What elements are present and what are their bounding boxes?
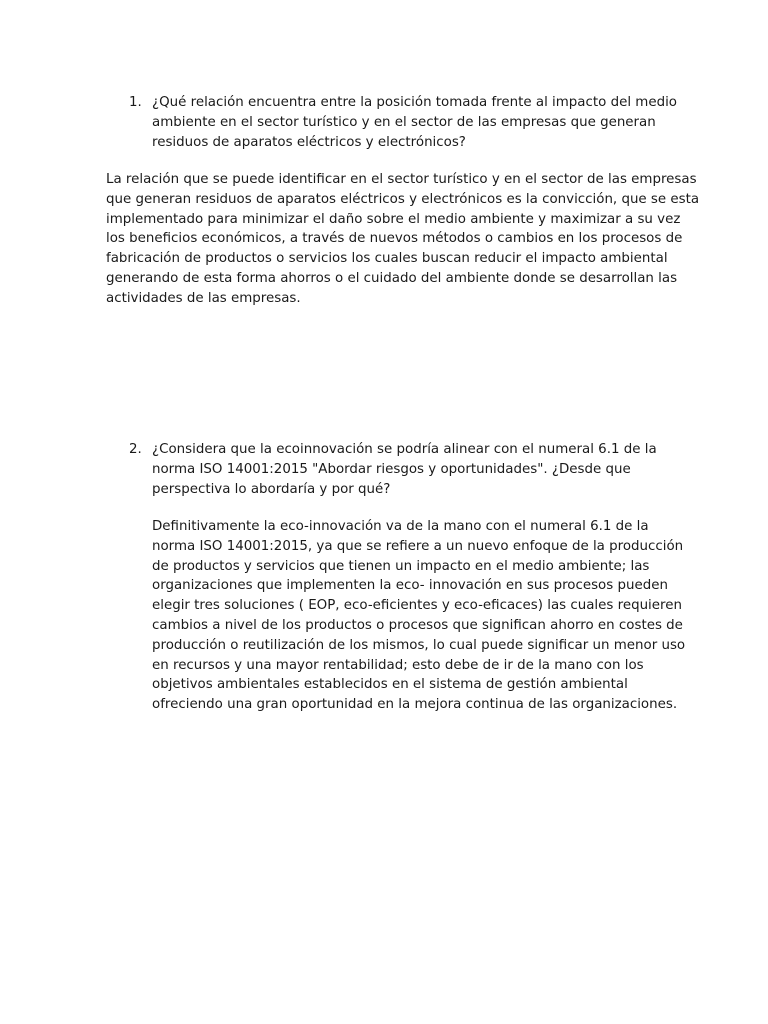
answer-2-paragraph <box>152 517 712 715</box>
answer-1-line: generando de esta forma ahorros o el cuidado del ambiente donde se desarrollan las <box>106 270 678 286</box>
question-2-text <box>152 440 712 499</box>
question-1-line: ambiente en el sector turístico y en el sector de las empresas que generan <box>152 114 656 130</box>
answer-2-line: elegir tres soluciones ( EOP, eco-eficientes y eco-eficaces) las cuales requieren <box>152 598 682 614</box>
answer-2-line: Definitivamente la eco-innovación va de la mano con el numeral 6.1 de la <box>152 519 649 534</box>
answer-2-line: cambios a nivel de los productos o procesos que significan ahorro en costes de <box>152 617 683 633</box>
answer-1-line: fabricación de productos o servicios los cuales buscan reducir el impacto ambiental <box>106 251 668 267</box>
question-1-line: ¿Qué relación encuentra entre la posición tomada frente al impacto del medio <box>152 95 677 110</box>
answer-1-line: actividades de las empresas. <box>106 290 301 306</box>
question-2-line: norma ISO 14001:2015 "Abordar riesgos y oportunidades". ¿Desde que <box>152 461 631 477</box>
question-1-text <box>152 93 712 152</box>
answer-1-line: que generan residuos de aparatos eléctricos y electrónicos es la convicción, que se esta <box>106 191 700 207</box>
answer-2-line: norma ISO 14001:2015, ya que se refiere a un nuevo enfoque de la producción <box>152 538 684 554</box>
question-2-line: perspectiva lo abordaría y por qué? <box>152 481 391 497</box>
question-2-line: ¿Considera que la ecoinnovación se podría alinear con el numeral 6.1 de la <box>152 442 657 457</box>
question-1-number: 1. <box>129 95 142 110</box>
answer-1-line: los beneficios económicos, a través de nuevos métodos o cambios en los procesos de <box>106 231 683 247</box>
answer-2-line: organizaciones que implementen la eco- innovación en sus procesos pueden <box>152 578 668 594</box>
answer-1-line: La relación que se puede identificar en el sector turístico y en el sector de las empresas <box>106 172 697 187</box>
answer-2-line: de productos y servicios que tienen un impacto en el medio ambiente; las <box>152 558 650 574</box>
answer-2-line: en recursos y una mayor rentabilidad; esto debe de ir de la mano con los <box>152 657 644 673</box>
question-2-number: 2. <box>129 442 142 457</box>
answer-1-line: implementado para minimizar el daño sobre el medio ambiente y maximizar a su vez <box>106 211 681 227</box>
answer-2-line: producción o reutilización de los mismos, lo cual puede significar un menor uso <box>152 637 686 653</box>
answer-1-paragraph <box>106 170 700 309</box>
answer-2-line: objetivos ambientales establecidos en el sistema de gestión ambiental <box>152 677 628 693</box>
answer-2-line: ofreciendo una gran oportunidad en la mejora continua de las organizaciones. <box>152 697 678 713</box>
question-1-line: residuos de aparatos eléctricos y electrónicos? <box>152 134 466 150</box>
